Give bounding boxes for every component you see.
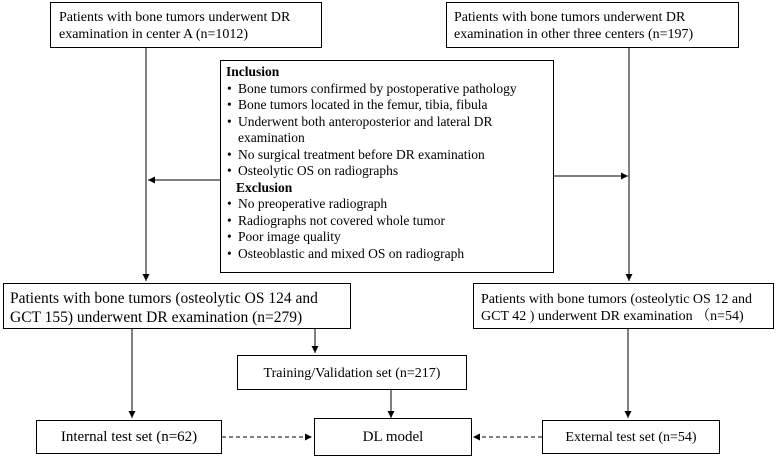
external-cohort-box — [473, 283, 774, 329]
criteria-box — [220, 60, 554, 273]
external-test-box — [542, 420, 720, 454]
exclusion-item: • Osteoblastic and mixed OS on radiograph — [226, 246, 549, 263]
dl-model-box — [314, 418, 472, 456]
internal-cohort-text-line1: Patients with bone tumors (osteolytic OS 124 and — [10, 290, 318, 307]
inclusion-list — [226, 81, 549, 131]
external-test-label: External test set (n=54) — [565, 430, 697, 445]
internal-cohort-text-line2: GCT 155) underwent DR examination (n=279) — [10, 309, 303, 326]
training-validation-label: Training/Validation set (n=217) — [263, 366, 441, 381]
inclusion-item: • No surgical treatment before DR examination — [226, 147, 549, 164]
inclusion-title: Inclusion — [226, 64, 280, 79]
center-a-text-line2: examination in center A (n=1012) — [59, 27, 249, 42]
inclusion-list-continued — [226, 147, 549, 180]
dl-model-label: DL model — [362, 429, 424, 445]
external-cohort-text-line2: GCT 42 ) underwent DR examination （n=54) — [481, 309, 744, 324]
center-a-box — [50, 2, 322, 48]
exclusion-list — [226, 196, 549, 262]
internal-test-box — [36, 420, 222, 454]
exclusion-item: • Poor image quality — [226, 229, 549, 246]
inclusion-item-continuation: examination — [238, 130, 305, 145]
inclusion-item: • Osteolytic OS on radiographs — [226, 163, 549, 180]
inclusion-item: • Underwent both anteroposterior and lateral DR — [226, 114, 549, 131]
other-centers-text-line2: examination in other three centers (n=197) — [454, 27, 694, 42]
exclusion-item: • Radiographs not covered whole tumor — [226, 213, 549, 230]
internal-cohort-box — [3, 283, 351, 329]
inclusion-item: • Bone tumors confirmed by postoperative pathology — [226, 81, 549, 98]
external-cohort-text-line1: Patients with bone tumors (osteolytic OS 12 and — [481, 292, 753, 307]
internal-test-label: Internal test set (n=62) — [60, 429, 198, 445]
exclusion-item: • No preoperative radiograph — [226, 196, 549, 213]
other-centers-box — [446, 2, 739, 48]
inclusion-item: • Bone tumors located in the femur, tibia, fibula — [226, 97, 549, 114]
training-validation-box — [237, 355, 467, 390]
exclusion-title: Exclusion — [236, 179, 293, 195]
center-a-text-line1: Patients with bone tumors underwent DR — [59, 10, 291, 25]
other-centers-text-line1: Patients with bone tumors underwent DR — [454, 10, 686, 25]
